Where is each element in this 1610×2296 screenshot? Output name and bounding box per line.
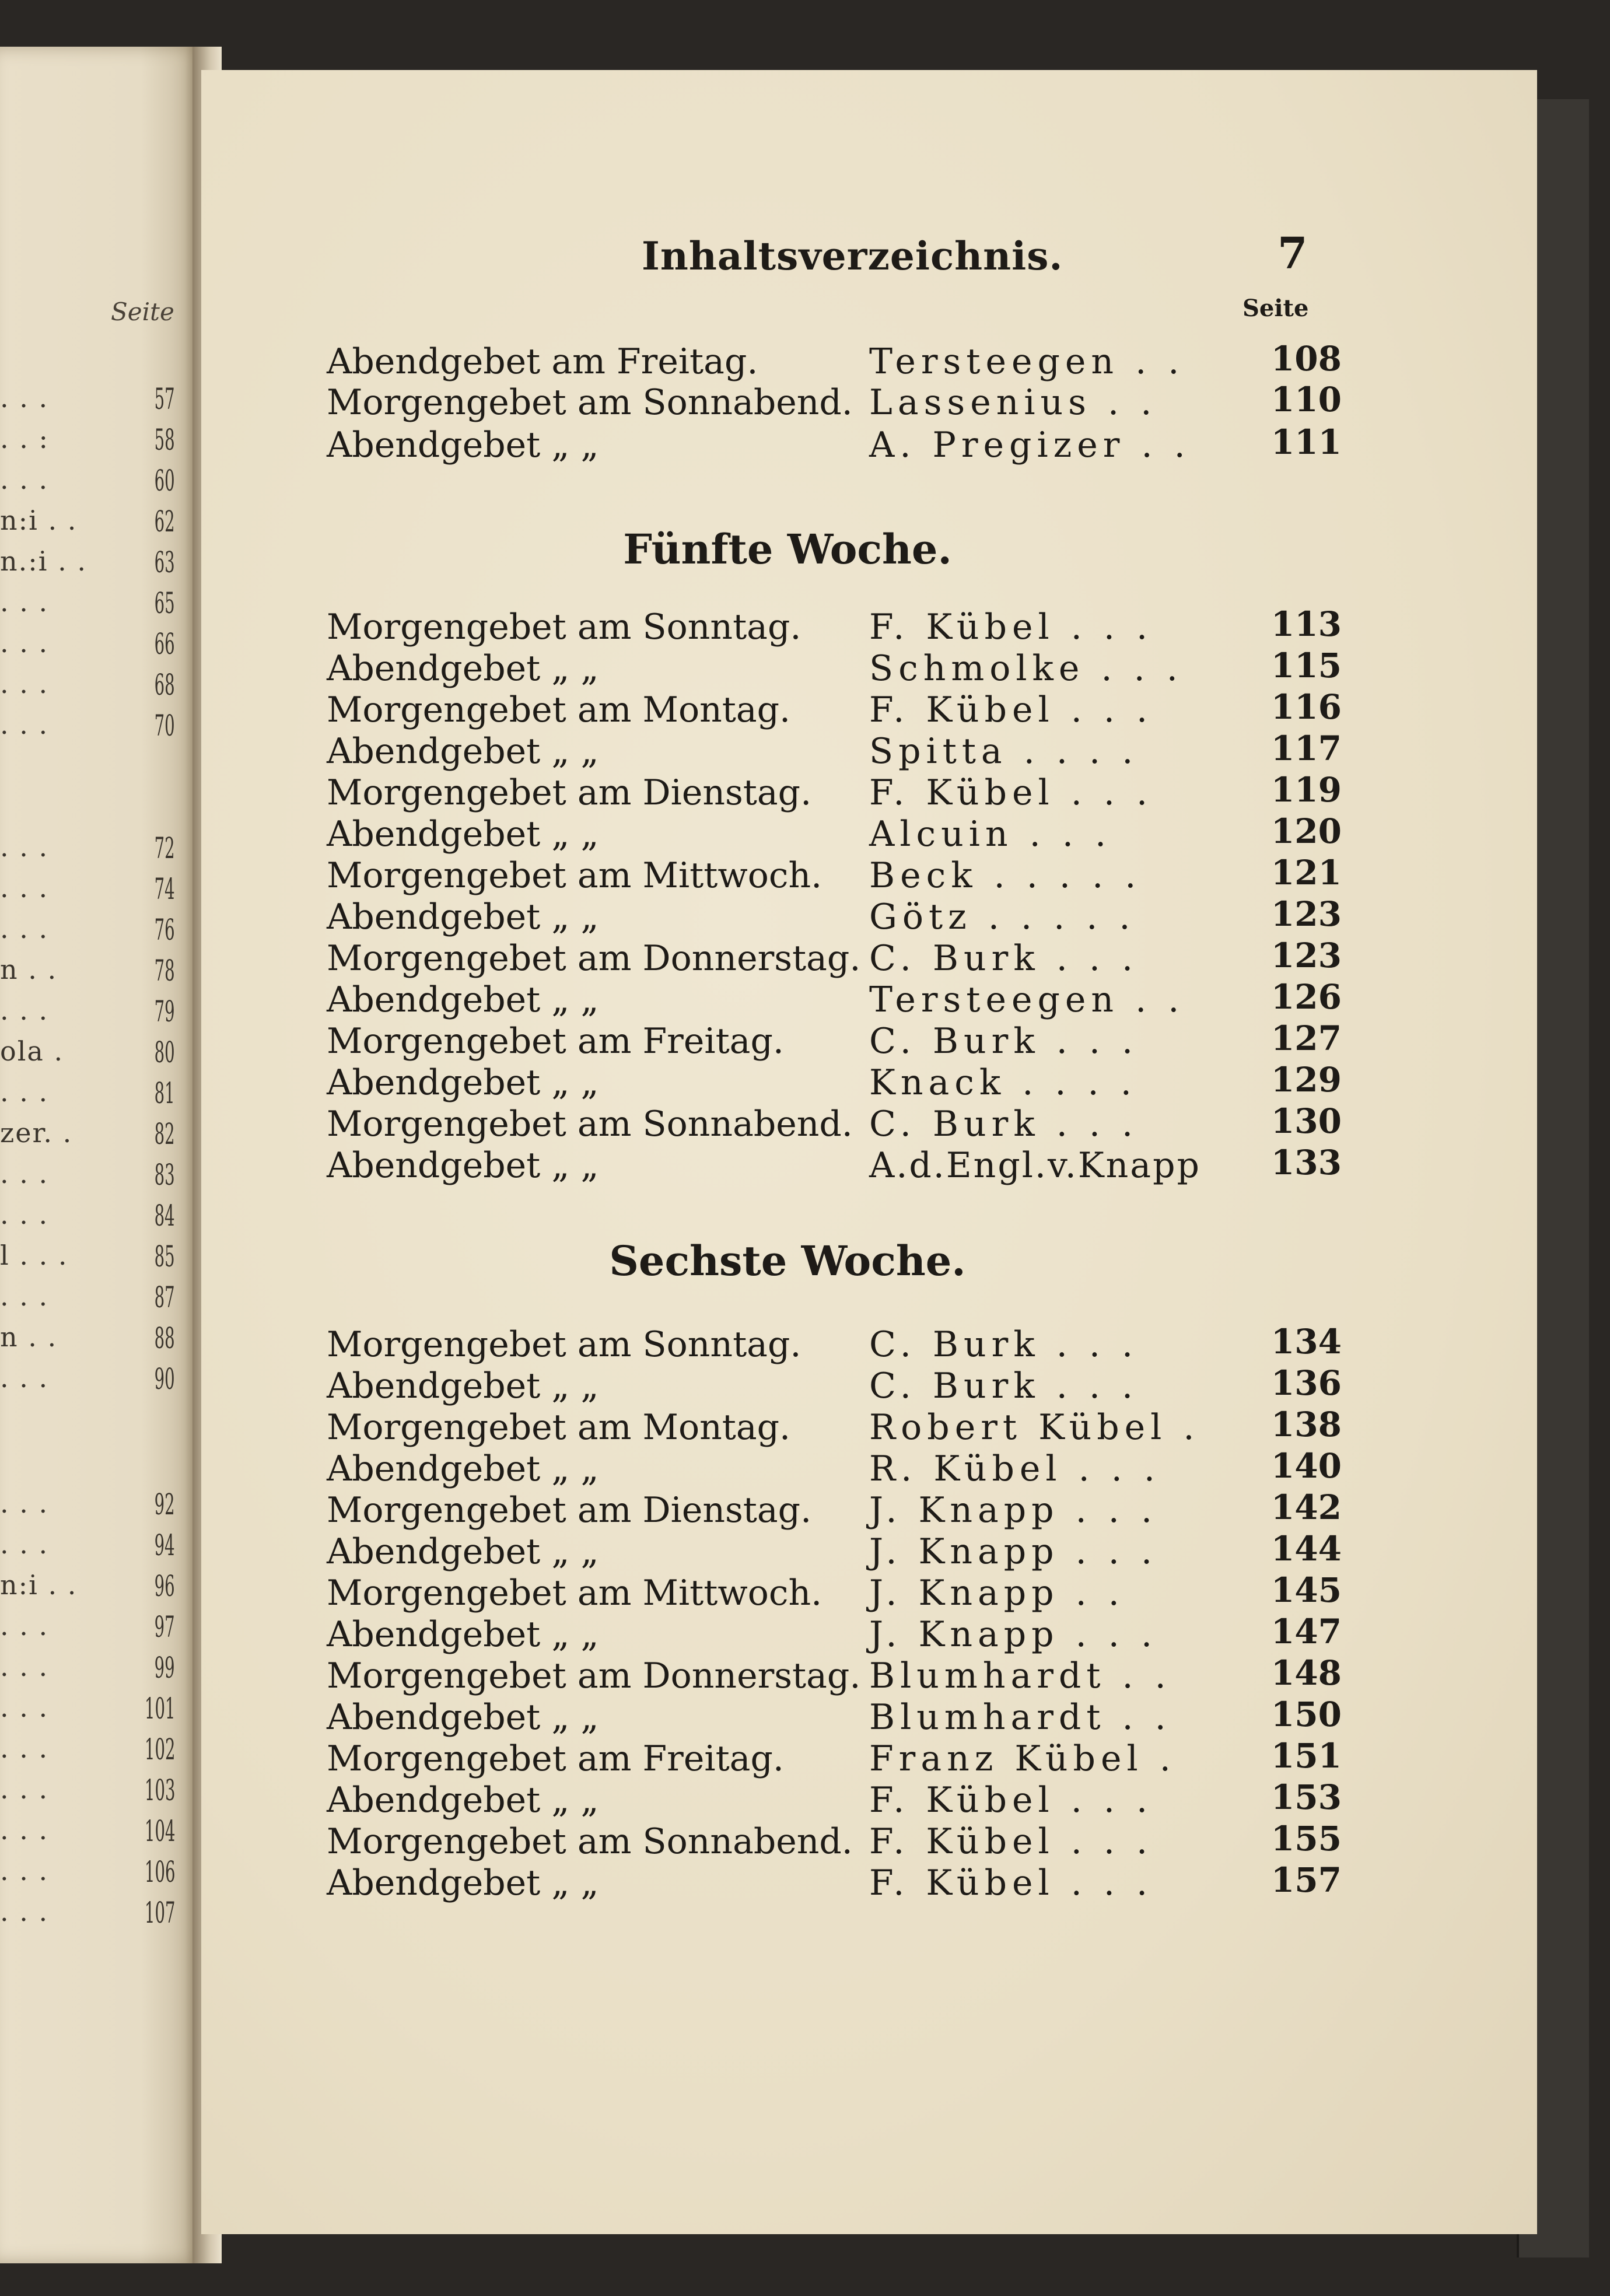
previous-page-row: . . . 102 — [0, 1732, 175, 1766]
previous-page-row: . . . 97 — [0, 1610, 175, 1644]
toc-entry: Morgengebet am Donnerstag. C. Burk . . . 123 — [327, 936, 1342, 979]
previous-page-row: . . . 72 — [0, 831, 175, 865]
toc-entry: Abendgebet „ „ Tersteegen . . 126 — [327, 977, 1342, 1020]
previous-page-row: n:i . . 62 — [0, 505, 175, 538]
toc-entry: Morgengebet am Donnerstag. Blumhardt . . 148 — [327, 1653, 1342, 1696]
toc-entry: Morgengebet am Dienstag. J. Knapp . . . 142 — [327, 1488, 1342, 1531]
toc-entry: Morgengebet am Sonnabend. C. Burk . . . 130 — [327, 1101, 1342, 1144]
toc-entry: Morgengebet am Montag. F. Kübel . . . 116 — [327, 687, 1342, 730]
previous-page-row: . . . 92 — [0, 1488, 175, 1521]
toc-entry: Abendgebet „ „ F. Kübel . . . 153 — [327, 1777, 1342, 1821]
toc-entry: Morgengebet am Mittwoch. J. Knapp . . 145 — [327, 1570, 1342, 1614]
previous-page-row: . . . 103 — [0, 1773, 175, 1807]
previous-page-row: . . . 106 — [0, 1855, 175, 1889]
previous-page-row: . . . 107 — [0, 1896, 175, 1930]
toc-entry: Morgengebet am Dienstag. F. Kübel . . . 119 — [327, 770, 1342, 813]
previous-page-row: l . . . 85 — [0, 1240, 175, 1273]
previous-page-fragment — [0, 47, 201, 2263]
previous-page-row: . . . 57 — [0, 382, 175, 416]
toc-entry: Abendgebet „ „ J. Knapp . . . 147 — [327, 1612, 1342, 1655]
toc-entry: Abendgebet „ „ F. Kübel . . . 157 — [327, 1860, 1342, 1903]
previous-page-seite-label: Seite — [111, 298, 174, 326]
previous-page-row: . . . 74 — [0, 872, 175, 906]
toc-entry: Morgengebet am Sonnabend. F. Kübel . . . 155 — [327, 1819, 1342, 1862]
previous-page-row: . . . 68 — [0, 668, 175, 702]
previous-page-row: n . . 88 — [0, 1321, 175, 1355]
previous-page-row: . . . 90 — [0, 1362, 175, 1396]
toc-entry: Morgengebet am Sonnabend. Lassenius . . 110 — [327, 380, 1342, 423]
running-title: Inhaltsverzeichnis. — [642, 233, 1063, 279]
previous-page-row: . . . 84 — [0, 1199, 175, 1233]
previous-page-row: . . . 83 — [0, 1158, 175, 1192]
previous-page-row: . . : 58 — [0, 423, 175, 457]
toc-entry: Abendgebet „ „ Alcuin . . . 120 — [327, 811, 1342, 855]
previous-page-row: n.:i . . 63 — [0, 545, 175, 579]
previous-page-row: . . . 60 — [0, 464, 175, 498]
previous-page-row: ola . 80 — [0, 1035, 175, 1069]
toc-entry: Abendgebet „ „ A.d.Engl.v.Knapp 133 — [327, 1143, 1342, 1186]
previous-page-row: zer. . 82 — [0, 1117, 175, 1151]
previous-page-row: . . . 99 — [0, 1651, 175, 1685]
toc-entry: Abendgebet „ „ A. Pregizer . . 111 — [327, 422, 1342, 466]
toc-entry: Abendgebet „ „ Knack . . . . 129 — [327, 1060, 1342, 1103]
toc-entry: Abendgebet am Freitag. Tersteegen . . 108 — [327, 339, 1342, 382]
toc-entry: Morgengebet am Sonntag. C. Burk . . . 134 — [327, 1322, 1342, 1365]
previous-page-row: . . . 66 — [0, 627, 175, 661]
previous-page-row: . . . 79 — [0, 995, 175, 1028]
toc-entry: Morgengebet am Sonntag. F. Kübel . . . 113 — [327, 604, 1342, 648]
previous-page-row: . . . 94 — [0, 1528, 175, 1562]
toc-entry: Morgengebet am Montag. Robert Kübel . 138 — [327, 1405, 1342, 1448]
toc-entry: Abendgebet „ „ Blumhardt . . 150 — [327, 1695, 1342, 1738]
previous-page-row: . . . 65 — [0, 586, 175, 620]
previous-page-row: . . . 76 — [0, 913, 175, 947]
toc-entry: Morgengebet am Freitag. C. Burk . . . 127 — [327, 1019, 1342, 1062]
toc-entry: Abendgebet „ „ Götz . . . . . 123 — [327, 894, 1342, 937]
toc-entry: Abendgebet „ „ J. Knapp . . . 144 — [327, 1529, 1342, 1572]
seite-column-label: Seite — [1242, 295, 1309, 322]
page-number: 7 — [1278, 229, 1308, 279]
previous-page-row: . . . 87 — [0, 1280, 175, 1314]
section-heading-week-6: Sechste Woche. — [609, 1237, 966, 1285]
toc-entry: Abendgebet „ „ Spitta . . . . 117 — [327, 729, 1342, 772]
section-heading-week-5: Fünfte Woche. — [623, 525, 952, 573]
previous-page-row: n . . 78 — [0, 954, 175, 988]
toc-entry: Morgengebet am Mittwoch. Beck . . . . . 121 — [327, 853, 1342, 896]
toc-entry: Abendgebet „ „ R. Kübel . . . 140 — [327, 1446, 1342, 1489]
previous-page-row: . . . 70 — [0, 709, 175, 743]
toc-entry: Abendgebet „ „ C. Burk . . . 136 — [327, 1363, 1342, 1406]
previous-page-row: . . . 101 — [0, 1692, 175, 1726]
toc-entry: Abendgebet „ „ Schmolke . . . 115 — [327, 646, 1342, 689]
previous-page-row: . . . 81 — [0, 1076, 175, 1110]
previous-page-row: n:i . . 96 — [0, 1569, 175, 1603]
previous-page-row: . . . 104 — [0, 1814, 175, 1848]
toc-entry: Morgengebet am Freitag. Franz Kübel . 151 — [327, 1736, 1342, 1779]
